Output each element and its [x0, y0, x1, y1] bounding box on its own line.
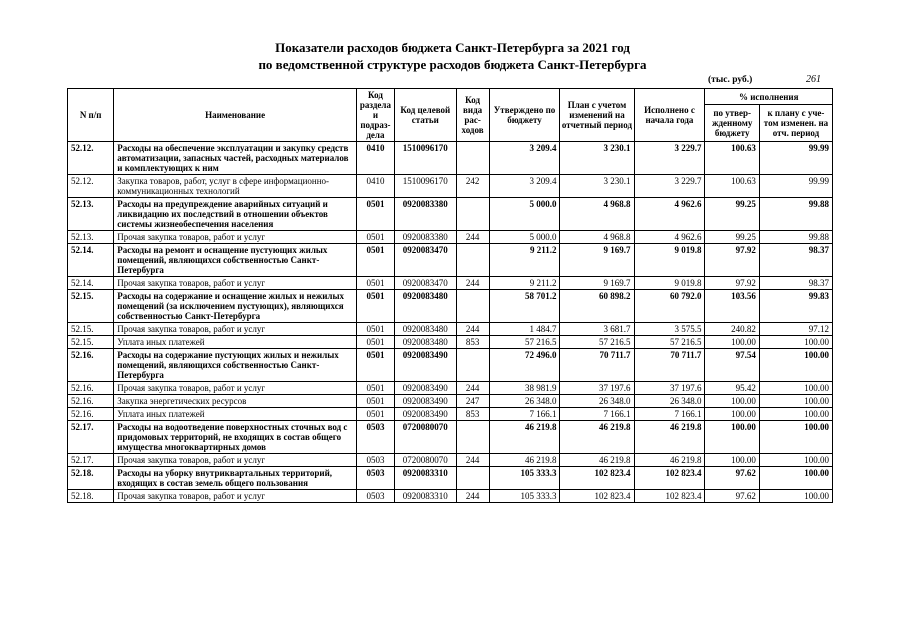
cell-approved: 5 000.0 — [489, 231, 560, 244]
header-section: Код раздела и подраз-дела — [356, 89, 394, 142]
cell-name: Уплата иных платежей — [114, 336, 357, 349]
cell-name: Закупка энергетических ресурсов — [114, 395, 357, 408]
cell-plan: 46 219.8 — [560, 454, 634, 467]
cell-plan: 46 219.8 — [560, 421, 634, 454]
cell-section: 0501 — [356, 198, 394, 231]
cell-done: 57 216.5 — [634, 336, 705, 349]
cell-article: 0920083470 — [394, 244, 456, 277]
cell-section: 0501 — [356, 382, 394, 395]
cell-done: 26 348.0 — [634, 395, 705, 408]
cell-article: 1510096170 — [394, 175, 456, 198]
cell-pct-plan: 99.99 — [759, 142, 832, 175]
cell-pct-budget: 97.54 — [705, 349, 759, 382]
report-title: Показатели расходов бюджета Санкт-Петербурга за 2021 год — [275, 40, 630, 55]
cell-num: 52.13. — [68, 198, 114, 231]
cell-article: 0920083310 — [394, 467, 456, 490]
cell-approved: 58 701.2 — [489, 290, 560, 323]
cell-name: Прочая закупка товаров, работ и услуг — [114, 490, 357, 503]
cell-pct-plan: 100.00 — [759, 382, 832, 395]
cell-pct-budget: 97.92 — [705, 277, 759, 290]
cell-name: Уплата иных платежей — [114, 408, 357, 421]
cell-pct-budget: 97.92 — [705, 244, 759, 277]
table-row — [68, 454, 833, 467]
cell-name: Прочая закупка товаров, работ и услуг — [114, 277, 357, 290]
cell-kind — [456, 290, 489, 323]
cell-done: 9 019.8 — [634, 277, 705, 290]
header-article: Код целевой статьи — [394, 89, 456, 142]
header-pct-group: % исполнения — [705, 89, 833, 105]
cell-pct-plan: 99.88 — [759, 198, 832, 231]
cell-pct-budget: 103.56 — [705, 290, 759, 323]
header-plan: План с учетом изменений на отчетный период — [560, 89, 634, 142]
cell-pct-plan: 99.99 — [759, 175, 832, 198]
cell-pct-plan: 97.12 — [759, 323, 832, 336]
header-pct-plan: к плану с уче-том изменен. на отч. период — [759, 105, 832, 142]
cell-kind — [456, 244, 489, 277]
report-subtitle: по ведомственной структуре расходов бюджета Санкт-Петербурга — [258, 57, 647, 72]
cell-name: Прочая закупка товаров, работ и услуг — [114, 454, 357, 467]
cell-pct-budget: 97.62 — [705, 490, 759, 503]
cell-section: 0503 — [356, 454, 394, 467]
cell-num: 52.13. — [68, 231, 114, 244]
cell-plan: 3 681.7 — [560, 323, 634, 336]
cell-done: 7 166.1 — [634, 408, 705, 421]
cell-num: 52.16. — [68, 382, 114, 395]
cell-name: Прочая закупка товаров, работ и услуг — [114, 231, 357, 244]
cell-approved: 105 333.3 — [489, 490, 560, 503]
cell-num: 52.15. — [68, 323, 114, 336]
cell-pct-budget: 100.00 — [705, 454, 759, 467]
cell-section: 0501 — [356, 336, 394, 349]
cell-plan: 70 711.7 — [560, 349, 634, 382]
table-row — [68, 336, 833, 349]
cell-done: 46 219.8 — [634, 421, 705, 454]
cell-pct-budget: 240.82 — [705, 323, 759, 336]
cell-approved: 105 333.3 — [489, 467, 560, 490]
cell-plan: 7 166.1 — [560, 408, 634, 421]
cell-section: 0501 — [356, 290, 394, 323]
cell-article: 0920083480 — [394, 323, 456, 336]
cell-num: 52.17. — [68, 421, 114, 454]
cell-plan: 60 898.2 — [560, 290, 634, 323]
cell-num: 52.18. — [68, 490, 114, 503]
header-approved: Утверждено по бюджету — [489, 89, 560, 142]
cell-article: 0920083310 — [394, 490, 456, 503]
table-row — [68, 490, 833, 503]
cell-done: 3 229.7 — [634, 142, 705, 175]
cell-section: 0501 — [356, 244, 394, 277]
cell-num: 52.12. — [68, 142, 114, 175]
cell-approved: 5 000.0 — [489, 198, 560, 231]
cell-kind: 244 — [456, 231, 489, 244]
cell-plan: 26 348.0 — [560, 395, 634, 408]
table-row — [68, 467, 833, 490]
cell-pct-plan: 100.00 — [759, 490, 832, 503]
cell-done: 46 219.8 — [634, 454, 705, 467]
cell-pct-plan: 100.00 — [759, 336, 832, 349]
table-body — [68, 142, 833, 503]
cell-done: 4 962.6 — [634, 231, 705, 244]
cell-pct-budget: 97.62 — [705, 467, 759, 490]
cell-approved: 38 981.9 — [489, 382, 560, 395]
cell-approved: 9 211.2 — [489, 244, 560, 277]
cell-kind: 244 — [456, 454, 489, 467]
table-row — [68, 349, 833, 382]
cell-kind: 247 — [456, 395, 489, 408]
cell-pct-budget: 100.00 — [705, 421, 759, 454]
cell-kind — [456, 142, 489, 175]
cell-article: 0920083480 — [394, 290, 456, 323]
cell-article: 0720080070 — [394, 454, 456, 467]
cell-done: 37 197.6 — [634, 382, 705, 395]
cell-section: 0501 — [356, 277, 394, 290]
cell-num: 52.18. — [68, 467, 114, 490]
table-row — [68, 395, 833, 408]
cell-article: 0920083380 — [394, 198, 456, 231]
cell-article: 0920083470 — [394, 277, 456, 290]
cell-approved: 26 348.0 — [489, 395, 560, 408]
table-row — [68, 290, 833, 323]
cell-section: 0503 — [356, 467, 394, 490]
cell-name: Расходы на содержание и оснащение жилых и нежилых помещений (за исключением пустующих), являющихся собственностью Санкт-Петербурга — [114, 290, 357, 323]
table-row — [68, 277, 833, 290]
table-row — [68, 244, 833, 277]
table-header — [68, 89, 833, 142]
units-label: (тыс. руб.) — [708, 75, 753, 85]
header-done: Исполнено с начала года — [634, 89, 705, 142]
cell-pct-plan: 99.83 — [759, 290, 832, 323]
table-row — [68, 421, 833, 454]
cell-approved: 46 219.8 — [489, 421, 560, 454]
cell-plan: 102 823.4 — [560, 467, 634, 490]
cell-approved: 7 166.1 — [489, 408, 560, 421]
cell-pct-budget: 95.42 — [705, 382, 759, 395]
cell-num: 52.17. — [68, 454, 114, 467]
cell-done: 9 019.8 — [634, 244, 705, 277]
table-row — [68, 175, 833, 198]
cell-approved: 46 219.8 — [489, 454, 560, 467]
cell-num: 52.16. — [68, 349, 114, 382]
cell-done: 102 823.4 — [634, 467, 705, 490]
cell-approved: 9 211.2 — [489, 277, 560, 290]
cell-section: 0501 — [356, 323, 394, 336]
header-num: N п/п — [68, 89, 114, 142]
cell-pct-budget: 99.25 — [705, 231, 759, 244]
cell-article: 0920083490 — [394, 349, 456, 382]
cell-kind: 244 — [456, 490, 489, 503]
cell-kind: 853 — [456, 408, 489, 421]
header-kind: Код вида рас-ходов — [456, 89, 489, 142]
cell-pct-plan: 99.88 — [759, 231, 832, 244]
cell-approved: 3 209.4 — [489, 175, 560, 198]
table-row — [68, 231, 833, 244]
cell-pct-budget: 100.00 — [705, 336, 759, 349]
cell-pct-budget: 99.25 — [705, 198, 759, 231]
cell-approved: 3 209.4 — [489, 142, 560, 175]
cell-kind — [456, 467, 489, 490]
cell-approved: 72 496.0 — [489, 349, 560, 382]
cell-done: 60 792.0 — [634, 290, 705, 323]
cell-num: 52.15. — [68, 290, 114, 323]
cell-plan: 37 197.6 — [560, 382, 634, 395]
cell-name: Расходы на содержание пустующих жилых и нежилых помещений, являющихся собственностью Санкт-Петербурга — [114, 349, 357, 382]
cell-name: Прочая закупка товаров, работ и услуг — [114, 323, 357, 336]
cell-done: 70 711.7 — [634, 349, 705, 382]
cell-section: 0501 — [356, 231, 394, 244]
cell-num: 52.16. — [68, 408, 114, 421]
cell-plan: 9 169.7 — [560, 244, 634, 277]
cell-section: 0501 — [356, 395, 394, 408]
table-row — [68, 142, 833, 175]
cell-kind: 244 — [456, 323, 489, 336]
cell-plan: 3 230.1 — [560, 175, 634, 198]
cell-pct-plan: 100.00 — [759, 454, 832, 467]
cell-section: 0410 — [356, 175, 394, 198]
cell-num: 52.12. — [68, 175, 114, 198]
cell-plan: 4 968.8 — [560, 231, 634, 244]
cell-num: 52.16. — [68, 395, 114, 408]
cell-num: 52.15. — [68, 336, 114, 349]
cell-approved: 1 484.7 — [489, 323, 560, 336]
cell-kind — [456, 349, 489, 382]
cell-pct-plan: 98.37 — [759, 277, 832, 290]
cell-pct-plan: 100.00 — [759, 408, 832, 421]
cell-kind — [456, 421, 489, 454]
page-number: 261 — [806, 74, 821, 85]
cell-done: 4 962.6 — [634, 198, 705, 231]
cell-kind: 244 — [456, 382, 489, 395]
cell-pct-plan: 100.00 — [759, 349, 832, 382]
expenditure-table — [67, 88, 833, 503]
cell-article: 1510096170 — [394, 142, 456, 175]
cell-num: 52.14. — [68, 277, 114, 290]
cell-done: 102 823.4 — [634, 490, 705, 503]
cell-pct-budget: 100.00 — [705, 408, 759, 421]
cell-name: Закупка товаров, работ, услуг в сфере информационно-коммуникационных технологий — [114, 175, 357, 198]
table-row — [68, 323, 833, 336]
cell-plan: 3 230.1 — [560, 142, 634, 175]
cell-pct-budget: 100.63 — [705, 175, 759, 198]
cell-plan: 102 823.4 — [560, 490, 634, 503]
cell-kind — [456, 198, 489, 231]
cell-num: 52.14. — [68, 244, 114, 277]
cell-article: 0920083490 — [394, 408, 456, 421]
cell-kind: 244 — [456, 277, 489, 290]
cell-name: Расходы на водоотведение поверхностных сточных вод с придомовых территорий, не входящих в состав общего имущества многоквартирных домов — [114, 421, 357, 454]
table-row — [68, 382, 833, 395]
cell-name: Расходы на обеспечение эксплуатации и закупку средств автоматизации, запасных частей, расходных материалов и комплектующих к ним — [114, 142, 357, 175]
cell-done: 3 575.5 — [634, 323, 705, 336]
cell-kind: 242 — [456, 175, 489, 198]
cell-plan: 57 216.5 — [560, 336, 634, 349]
cell-plan: 4 968.8 — [560, 198, 634, 231]
header-name: Наименование — [114, 89, 357, 142]
cell-section: 0501 — [356, 408, 394, 421]
cell-pct-plan: 100.00 — [759, 421, 832, 454]
cell-name: Расходы на уборку внутриквартальных территорий, входящих в состав земель общего пользования — [114, 467, 357, 490]
cell-name: Расходы на ремонт и оснащение пустующих жилых помещений, являющихся собственностью Санкт-Петербурга — [114, 244, 357, 277]
cell-pct-budget: 100.00 — [705, 395, 759, 408]
cell-article: 0920083380 — [394, 231, 456, 244]
table-row — [68, 408, 833, 421]
cell-section: 0501 — [356, 349, 394, 382]
header-pct-budget: по утвер-жденному бюджету — [705, 105, 759, 142]
cell-pct-budget: 100.63 — [705, 142, 759, 175]
cell-article: 0920083490 — [394, 395, 456, 408]
cell-article: 0720080070 — [394, 421, 456, 454]
cell-plan: 9 169.7 — [560, 277, 634, 290]
cell-pct-plan: 100.00 — [759, 467, 832, 490]
cell-name: Расходы на предупреждение аварийных ситуаций и ликвидацию их последствий в отношении объектов системы жизнеобеспечения населения — [114, 198, 357, 231]
cell-pct-plan: 100.00 — [759, 395, 832, 408]
cell-pct-plan: 98.37 — [759, 244, 832, 277]
cell-done: 3 229.7 — [634, 175, 705, 198]
table-row — [68, 198, 833, 231]
cell-section: 0503 — [356, 490, 394, 503]
cell-article: 0920083480 — [394, 336, 456, 349]
cell-article: 0920083490 — [394, 382, 456, 395]
cell-approved: 57 216.5 — [489, 336, 560, 349]
cell-name: Прочая закупка товаров, работ и услуг — [114, 382, 357, 395]
cell-section: 0410 — [356, 142, 394, 175]
cell-section: 0503 — [356, 421, 394, 454]
cell-kind: 853 — [456, 336, 489, 349]
